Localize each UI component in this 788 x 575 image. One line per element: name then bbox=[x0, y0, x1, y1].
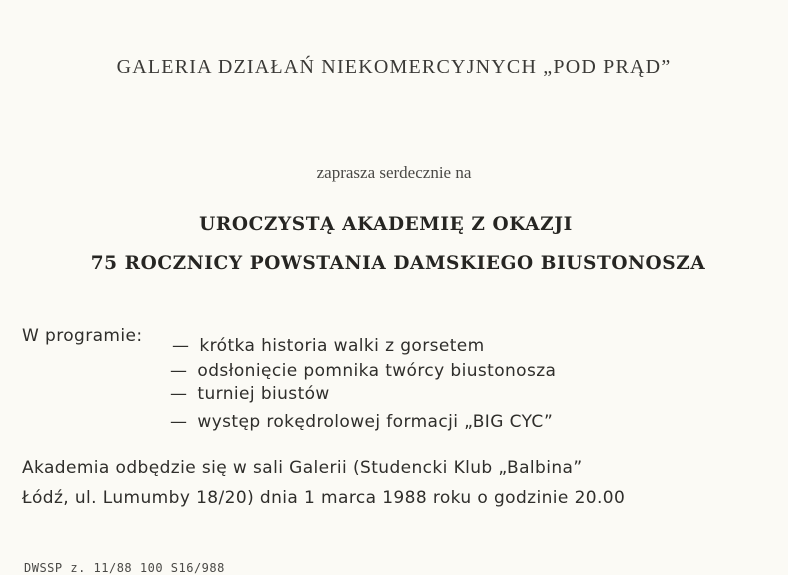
program-item bbox=[170, 361, 556, 381]
event-details-line-1: Akademia odbędzie się w sali Galerii (Studencki Klub „Balbina” bbox=[22, 458, 583, 478]
program-item bbox=[170, 384, 330, 404]
event-title-line-2: 75 ROCZNICY POWSTANIA DAMSKIEGO BIUSTONOSZA bbox=[90, 253, 706, 274]
program-item-text: występ rokędrolowej formacji „BIG CYC” bbox=[197, 412, 554, 432]
program-item bbox=[172, 336, 485, 356]
program-dash: — bbox=[172, 336, 190, 356]
event-title-line-1: UROCZYSTĄ AKADEMIĘ Z OKAZJI bbox=[199, 214, 573, 235]
program-item-text: turniej biustów bbox=[197, 384, 330, 404]
program-label bbox=[22, 326, 143, 346]
program-dash: — bbox=[170, 412, 188, 432]
program-item-text: odsłonięcie pomnika twórcy biustonosza bbox=[197, 361, 557, 381]
program-dash: — bbox=[170, 384, 188, 404]
event-details-line-2: Łódź, ul. Lumumby 18/20) dnia 1 marca 1988 roku o godzinie 20.00 bbox=[22, 488, 626, 508]
gallery-name: GALERIA DZIAŁAŃ NIEKOMERCYJNYCH „POD PRĄD” bbox=[116, 56, 672, 78]
invites-text: zaprasza serdecznie na bbox=[316, 163, 472, 182]
print-mark: DWSSP z. 11/88 100 S16/988 bbox=[24, 561, 225, 575]
program-dash: — bbox=[170, 361, 188, 381]
program-item bbox=[170, 412, 553, 432]
program-item-text: krótka historia walki z gorsetem bbox=[199, 336, 485, 356]
program-label-text: W programie: bbox=[22, 326, 143, 346]
